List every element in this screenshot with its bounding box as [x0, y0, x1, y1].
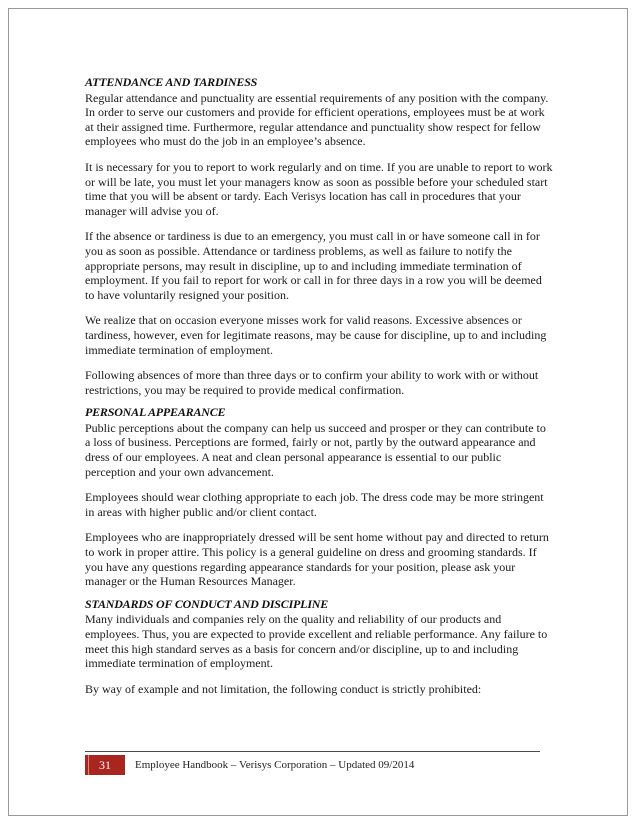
paragraph: If the absence or tardiness is due to an emergency, you must call in or have someone call in for you as soon as possible. Attendance or tardiness problems, as well as failure to notify the appropriate persons, may result in discipline, up to and including immediate termination of employment. If you fail to report for work or call in for three days in a row you will be deemed to have voluntarily resigned your position.	[85, 229, 542, 302]
page-number-badge: 31	[85, 755, 125, 775]
section-attendance	[85, 75, 553, 397]
section-heading: STANDARDS OF CONDUCT AND DISCIPLINE	[85, 596, 329, 611]
document-body	[85, 75, 553, 707]
paragraph: Employees who are inappropriately dressed will be sent home without pay and directed to return to work in proper attire. This policy is a general guideline on dress and grooming standards. If you have any questions regarding appearance standards for your position, please ask your manager or the Human Resources Manager.	[85, 530, 549, 589]
section-heading: ATTENDANCE AND TARDINESS	[85, 75, 258, 89]
footer-text: Employee Handbook – Verisys Corporation – Updated 09/2014	[135, 759, 415, 771]
paragraph: Many individuals and companies rely on the quality and reliability of our products and employees. Thus, you are expected to provide excellent and reliable performance. Any failure to meet this high standard serves as a basis for concern and/or discipline, up to and including immediate termination of employment.	[85, 612, 548, 671]
section-standards-of-conduct	[85, 597, 553, 697]
paragraph: We realize that on occasion everyone misses work for valid reasons. Excessive absences or tardiness, however, even for legitimate reasons, may be cause for discipline, up to and including immediate termination of employment.	[85, 313, 547, 357]
paragraph: It is necessary for you to report to work regularly and on time. If you are unable to report to work or will be late, you must let your managers know as soon as possible before your scheduled start time that you will be absent or tardy. Each Verisys location has call in procedures that your manager will advise you of.	[85, 159, 553, 218]
paragraph: Following absences of more than three days or to confirm your ability to work with or without restrictions, you may be required to provide medical confirmation.	[85, 368, 539, 397]
section-heading: PERSONAL APPEARANCE	[85, 405, 226, 420]
paragraph: Regular attendance and punctuality are essential requirements of any position with the company. In order to serve our customers and provide for efficient operations, employees must be at work at their assigned time. Furthermore, regular attendance and punctuality show respect for fellow employees who must do the job in an employee’s absence.	[85, 90, 549, 149]
footer-divider	[85, 751, 540, 752]
paragraph: Public perceptions about the company can help us succeed and prosper or they can contribute to a loss of business. Perceptions are formed, fairly or not, partly by the outward appearance and dress of our employees. A neat and clean personal appearance is essential to our public perception and your own advancement.	[85, 420, 546, 479]
page-footer	[85, 755, 414, 775]
paragraph: Employees should wear clothing appropriate to each job. The dress code may be more stringent in areas with higher public and/or client contact.	[85, 490, 544, 519]
paragraph: By way of example and not limitation, the following conduct is strictly prohibited:	[85, 681, 482, 696]
section-personal-appearance	[85, 405, 553, 589]
